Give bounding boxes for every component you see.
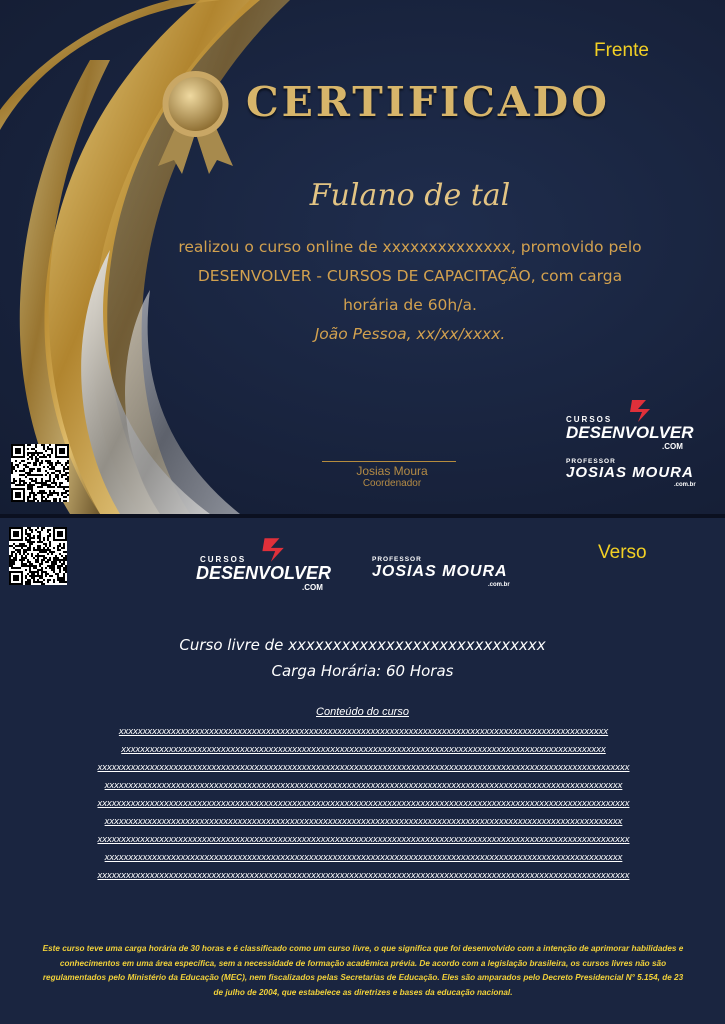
content-line: xxxxxxxxxxxxxxxxxxxxxxxxxxxxxxxxxxxxxxxxxxxxxxxxxxxxxxxxxxxxxxxxxxxxxxxxxxxxxxxxxxxxxxxxxxxxxxxxxxxxxxxxxxxxxxxx — [97, 798, 630, 809]
desenvolver-big-text: DESENVOLVER — [566, 423, 694, 442]
course-hours-line: Carga Horária: 60 Horas — [271, 662, 454, 680]
josias-small-text: PROFESSOR — [372, 556, 422, 563]
content-line: xxxxxxxxxxxxxxxxxxxxxxxxxxxxxxxxxxxxxxxxxxxxxxxxxxxxxxxxxxxxxxxxxxxxxxxxxxxxxxxxxxxxxxxxxxxxxxxxxxxxxxxxxxxxx — [104, 852, 623, 863]
certificate-title: CERTIFICADO — [246, 78, 610, 126]
front-side-label: Frente — [594, 40, 649, 61]
josias-moura-logo — [372, 556, 532, 590]
desenvolver-small-text: CURSOS — [200, 555, 247, 564]
award-medal-icon — [148, 66, 243, 176]
course-name-line: Curso livre de xxxxxxxxxxxxxxxxxxxxxxxxxxxxx — [179, 636, 546, 654]
josias-com-text: .com.br — [488, 582, 510, 588]
course-content-list — [30, 723, 697, 885]
desenvolver-logo — [566, 400, 706, 452]
certificate-body — [120, 233, 700, 349]
body-line: DESENVOLVER - CURSOS DE CAPACITAÇÃO, com carga — [197, 267, 623, 285]
content-title: Conteúdo do curso — [316, 706, 409, 718]
body-line: horária de 60h/a. — [343, 296, 477, 314]
content-line: xxxxxxxxxxxxxxxxxxxxxxxxxxxxxxxxxxxxxxxxxxxxxxxxxxxxxxxxxxxxxxxxxxxxxxxxxxxxxxxxxxxxxxxxxxxxxxxxxxxxxxxxxxxxxxxx — [97, 762, 630, 773]
desenvolver-logo — [196, 538, 346, 592]
desenvolver-com-text: .COM — [302, 583, 323, 592]
content-line: xxxxxxxxxxxxxxxxxxxxxxxxxxxxxxxxxxxxxxxxxxxxxxxxxxxxxxxxxxxxxxxxxxxxxxxxxxxxxxxxxxxxxxxxxxxxxxxxxxxxxxx — [118, 726, 609, 737]
content-line: xxxxxxxxxxxxxxxxxxxxxxxxxxxxxxxxxxxxxxxxxxxxxxxxxxxxxxxxxxxxxxxxxxxxxxxxxxxxxxxxxxxxxxxxxxxxxxxxxxxxxx — [121, 744, 606, 755]
qr-code-icon — [9, 527, 67, 585]
desenvolver-mark-icon — [624, 400, 654, 422]
josias-big-text: JOSIAS MOURA — [372, 563, 508, 580]
content-line: xxxxxxxxxxxxxxxxxxxxxxxxxxxxxxxxxxxxxxxxxxxxxxxxxxxxxxxxxxxxxxxxxxxxxxxxxxxxxxxxxxxxxxxxxxxxxxxxxxxxxxxxxxxxx — [104, 816, 623, 827]
desenvolver-mark-icon — [256, 538, 288, 562]
recipient-name: Fulano de tal — [309, 178, 511, 213]
josias-small-text: PROFESSOR — [566, 458, 616, 465]
content-line: xxxxxxxxxxxxxxxxxxxxxxxxxxxxxxxxxxxxxxxxxxxxxxxxxxxxxxxxxxxxxxxxxxxxxxxxxxxxxxxxxxxxxxxxxxxxxxxxxxxxxxxxxxxxxxxx — [97, 870, 630, 881]
desenvolver-big-text: DESENVOLVER — [196, 563, 332, 583]
city-date: João Pessoa, xx/xx/xxxx. — [314, 325, 506, 343]
josias-com-text: .com.br — [674, 482, 696, 488]
josias-moura-logo — [566, 458, 706, 492]
signer-role: Coordenador — [362, 478, 422, 489]
certificate-back — [0, 518, 725, 1024]
desenvolver-com-text: .COM — [662, 442, 683, 451]
signature-line — [322, 461, 456, 462]
legal-disclaimer: Este curso teve uma carga horária de 30 horas e é classificado como um curso livre, o que significa que foi desenvolvido com a intenção de aprimorar habilidades e conhecimentos em uma área específica, sem a necessidade de formação acadêmica prévia. De acordo com a legislação brasileira, os cursos livres não são regulamentados pelo Ministério da Educação (MEC), nem fiscalizados pelas Secretarias de Educação. Eles são amparados pelo Decreto Presidencial N° 5.154, de 23 de julho de 2004, que estabelece as diretrizes e bases da educação nacional. — [42, 944, 684, 997]
signer-name: Josias Moura — [356, 464, 428, 478]
qr-code-icon — [11, 444, 69, 502]
content-line: xxxxxxxxxxxxxxxxxxxxxxxxxxxxxxxxxxxxxxxxxxxxxxxxxxxxxxxxxxxxxxxxxxxxxxxxxxxxxxxxxxxxxxxxxxxxxxxxxxxxxxxxxxxxx — [104, 780, 623, 791]
desenvolver-small-text: CURSOS — [566, 415, 613, 424]
body-line: realizou o curso online de xxxxxxxxxxxxxx, promovido pelo — [178, 238, 642, 256]
josias-big-text: JOSIAS MOURA — [566, 464, 694, 481]
content-line: xxxxxxxxxxxxxxxxxxxxxxxxxxxxxxxxxxxxxxxxxxxxxxxxxxxxxxxxxxxxxxxxxxxxxxxxxxxxxxxxxxxxxxxxxxxxxxxxxxxxxxxxxxxxxxxx — [97, 834, 630, 845]
back-side-label: Verso — [598, 542, 647, 563]
